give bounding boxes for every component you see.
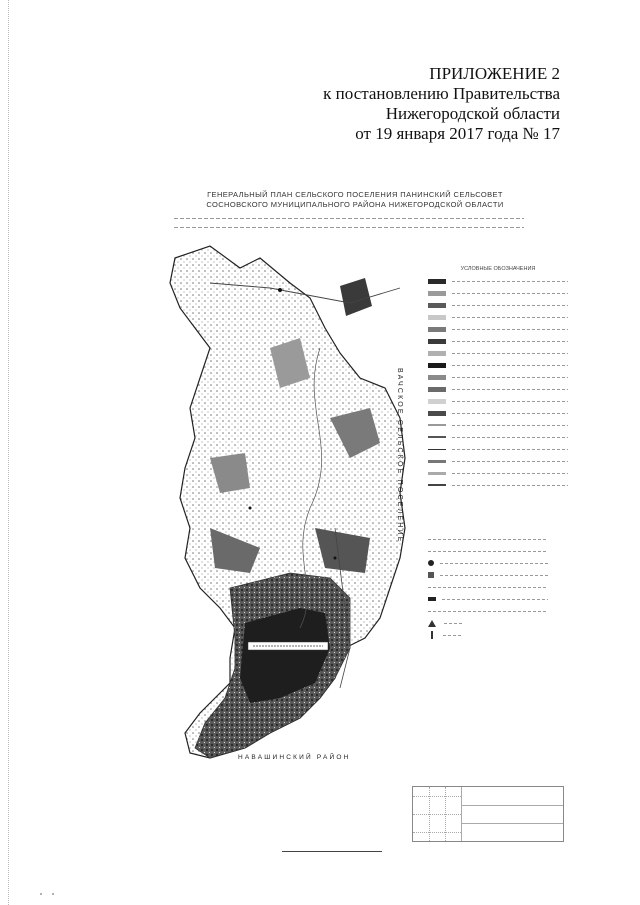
legend-item xyxy=(428,288,568,298)
legend-text xyxy=(428,539,548,540)
legend-text xyxy=(452,329,568,330)
legend-item xyxy=(428,606,548,616)
settlement-map xyxy=(150,228,420,768)
legend-item xyxy=(428,276,568,286)
legend-text xyxy=(452,341,568,342)
legend-text xyxy=(452,437,568,438)
stamp-tick xyxy=(413,814,461,815)
legend-swatch xyxy=(428,472,446,475)
legend-swatch xyxy=(428,387,446,392)
legend-item xyxy=(428,312,568,322)
legend-swatch xyxy=(428,339,446,344)
map-title-line-2: СОСНОВСКОГО МУНИЦИПАЛЬНОГО РАЙОНА НИЖЕГОРОДСКОЙ ОБЛАСТИ xyxy=(206,200,504,209)
legend-item xyxy=(428,384,568,394)
legend-swatch xyxy=(428,303,446,308)
legend-item xyxy=(428,630,548,640)
legend-text xyxy=(452,449,568,450)
title-block-stamp xyxy=(412,786,564,842)
legend-item xyxy=(428,594,548,604)
appendix-resolution: к постановлению Правительства xyxy=(323,84,560,103)
legend-text xyxy=(452,473,568,474)
map-legend xyxy=(428,266,568,492)
legend-item xyxy=(428,570,548,580)
tower-icon xyxy=(431,631,433,639)
legend-item xyxy=(428,456,568,466)
map-subtitle-scribble-1 xyxy=(174,218,524,219)
map-title-line-1: ГЕНЕРАЛЬНЫЙ ПЛАН СЕЛЬСКОГО ПОСЕЛЕНИЯ ПАНИНСКИЙ СЕЛЬСОВЕТ xyxy=(207,190,503,199)
scan-speck xyxy=(52,893,54,895)
legend-swatch xyxy=(428,351,446,356)
stamp-row xyxy=(461,805,563,806)
scan-edge xyxy=(0,0,9,905)
legend-text xyxy=(442,599,548,600)
map-legend-secondary xyxy=(428,534,548,642)
appendix-title: ПРИЛОЖЕНИЕ 2 xyxy=(429,64,560,83)
appendix-date: от 19 января 2017 года № 17 xyxy=(355,124,560,143)
legend-item xyxy=(428,582,548,592)
legend-text xyxy=(452,281,568,282)
legend-swatch xyxy=(428,375,446,380)
legend-item xyxy=(428,408,568,418)
stamp-divider xyxy=(461,787,462,841)
legend-item xyxy=(428,432,568,442)
legend-text xyxy=(452,401,568,402)
legend-swatch xyxy=(428,327,446,332)
stamp-tick xyxy=(413,832,461,833)
legend-item xyxy=(428,534,548,544)
legend-item xyxy=(428,348,568,358)
legend-item xyxy=(428,396,568,406)
legend-item xyxy=(428,324,568,334)
appendix-header xyxy=(260,64,560,144)
stamp-tick xyxy=(413,796,461,797)
legend-text xyxy=(452,365,568,366)
legend-text xyxy=(452,377,568,378)
legend-item xyxy=(428,558,548,568)
legend-swatch xyxy=(428,449,446,450)
settlement-marker xyxy=(334,557,337,560)
legend-text xyxy=(452,461,568,462)
legend-title: УСЛОВНЫЕ ОБОЗНАЧЕНИЯ xyxy=(460,266,536,272)
appendix-region: Нижегородской области xyxy=(385,104,560,123)
legend-item xyxy=(428,372,568,382)
legend-text xyxy=(452,353,568,354)
legend-text xyxy=(452,317,568,318)
map-subtitle-lines xyxy=(174,212,524,228)
settlement-marker xyxy=(249,507,252,510)
triangle-icon xyxy=(428,620,436,627)
legend-item xyxy=(428,468,568,478)
legend-swatch xyxy=(428,279,446,284)
legend-item xyxy=(428,360,568,370)
legend-item xyxy=(428,336,568,346)
footer-rule xyxy=(282,851,382,852)
scan-speck xyxy=(40,893,42,895)
legend-text xyxy=(452,305,568,306)
east-border-label: ВАЧСКОЕ СЕЛЬСКОЕ ПОСЕЛЕНИЕ xyxy=(396,368,403,544)
legend-item xyxy=(428,546,548,556)
legend-item xyxy=(428,300,568,310)
legend-swatch xyxy=(428,411,446,416)
legend-swatch xyxy=(428,560,434,566)
legend-swatch xyxy=(428,363,446,368)
legend-text xyxy=(440,575,548,576)
legend-text xyxy=(440,563,548,564)
settlement-marker xyxy=(278,288,282,292)
legend-swatch xyxy=(428,399,446,404)
map-title xyxy=(190,190,520,210)
village-north xyxy=(340,278,372,316)
legend-item xyxy=(428,420,568,430)
legend-text xyxy=(443,635,463,636)
legend-text xyxy=(452,413,568,414)
stamp-row xyxy=(461,823,563,824)
legend-swatch xyxy=(428,436,446,438)
legend-text xyxy=(428,611,548,612)
legend-text xyxy=(452,293,568,294)
legend-swatch xyxy=(428,572,434,578)
legend-swatch xyxy=(428,291,446,296)
legend-swatch xyxy=(428,424,446,426)
legend-text xyxy=(444,623,464,624)
legend-swatch xyxy=(428,597,436,601)
legend-text xyxy=(452,485,568,486)
legend-swatch xyxy=(428,315,446,320)
south-border-label: НАВАШИНСКИЙ РАЙОН xyxy=(238,754,351,761)
legend-text xyxy=(428,551,548,552)
legend-item xyxy=(428,618,548,628)
legend-text xyxy=(428,587,548,588)
legend-swatch xyxy=(428,460,446,463)
legend-text xyxy=(452,389,568,390)
legend-text xyxy=(452,425,568,426)
legend-item xyxy=(428,444,568,454)
legend-swatch xyxy=(428,484,446,486)
legend-item xyxy=(428,480,568,490)
